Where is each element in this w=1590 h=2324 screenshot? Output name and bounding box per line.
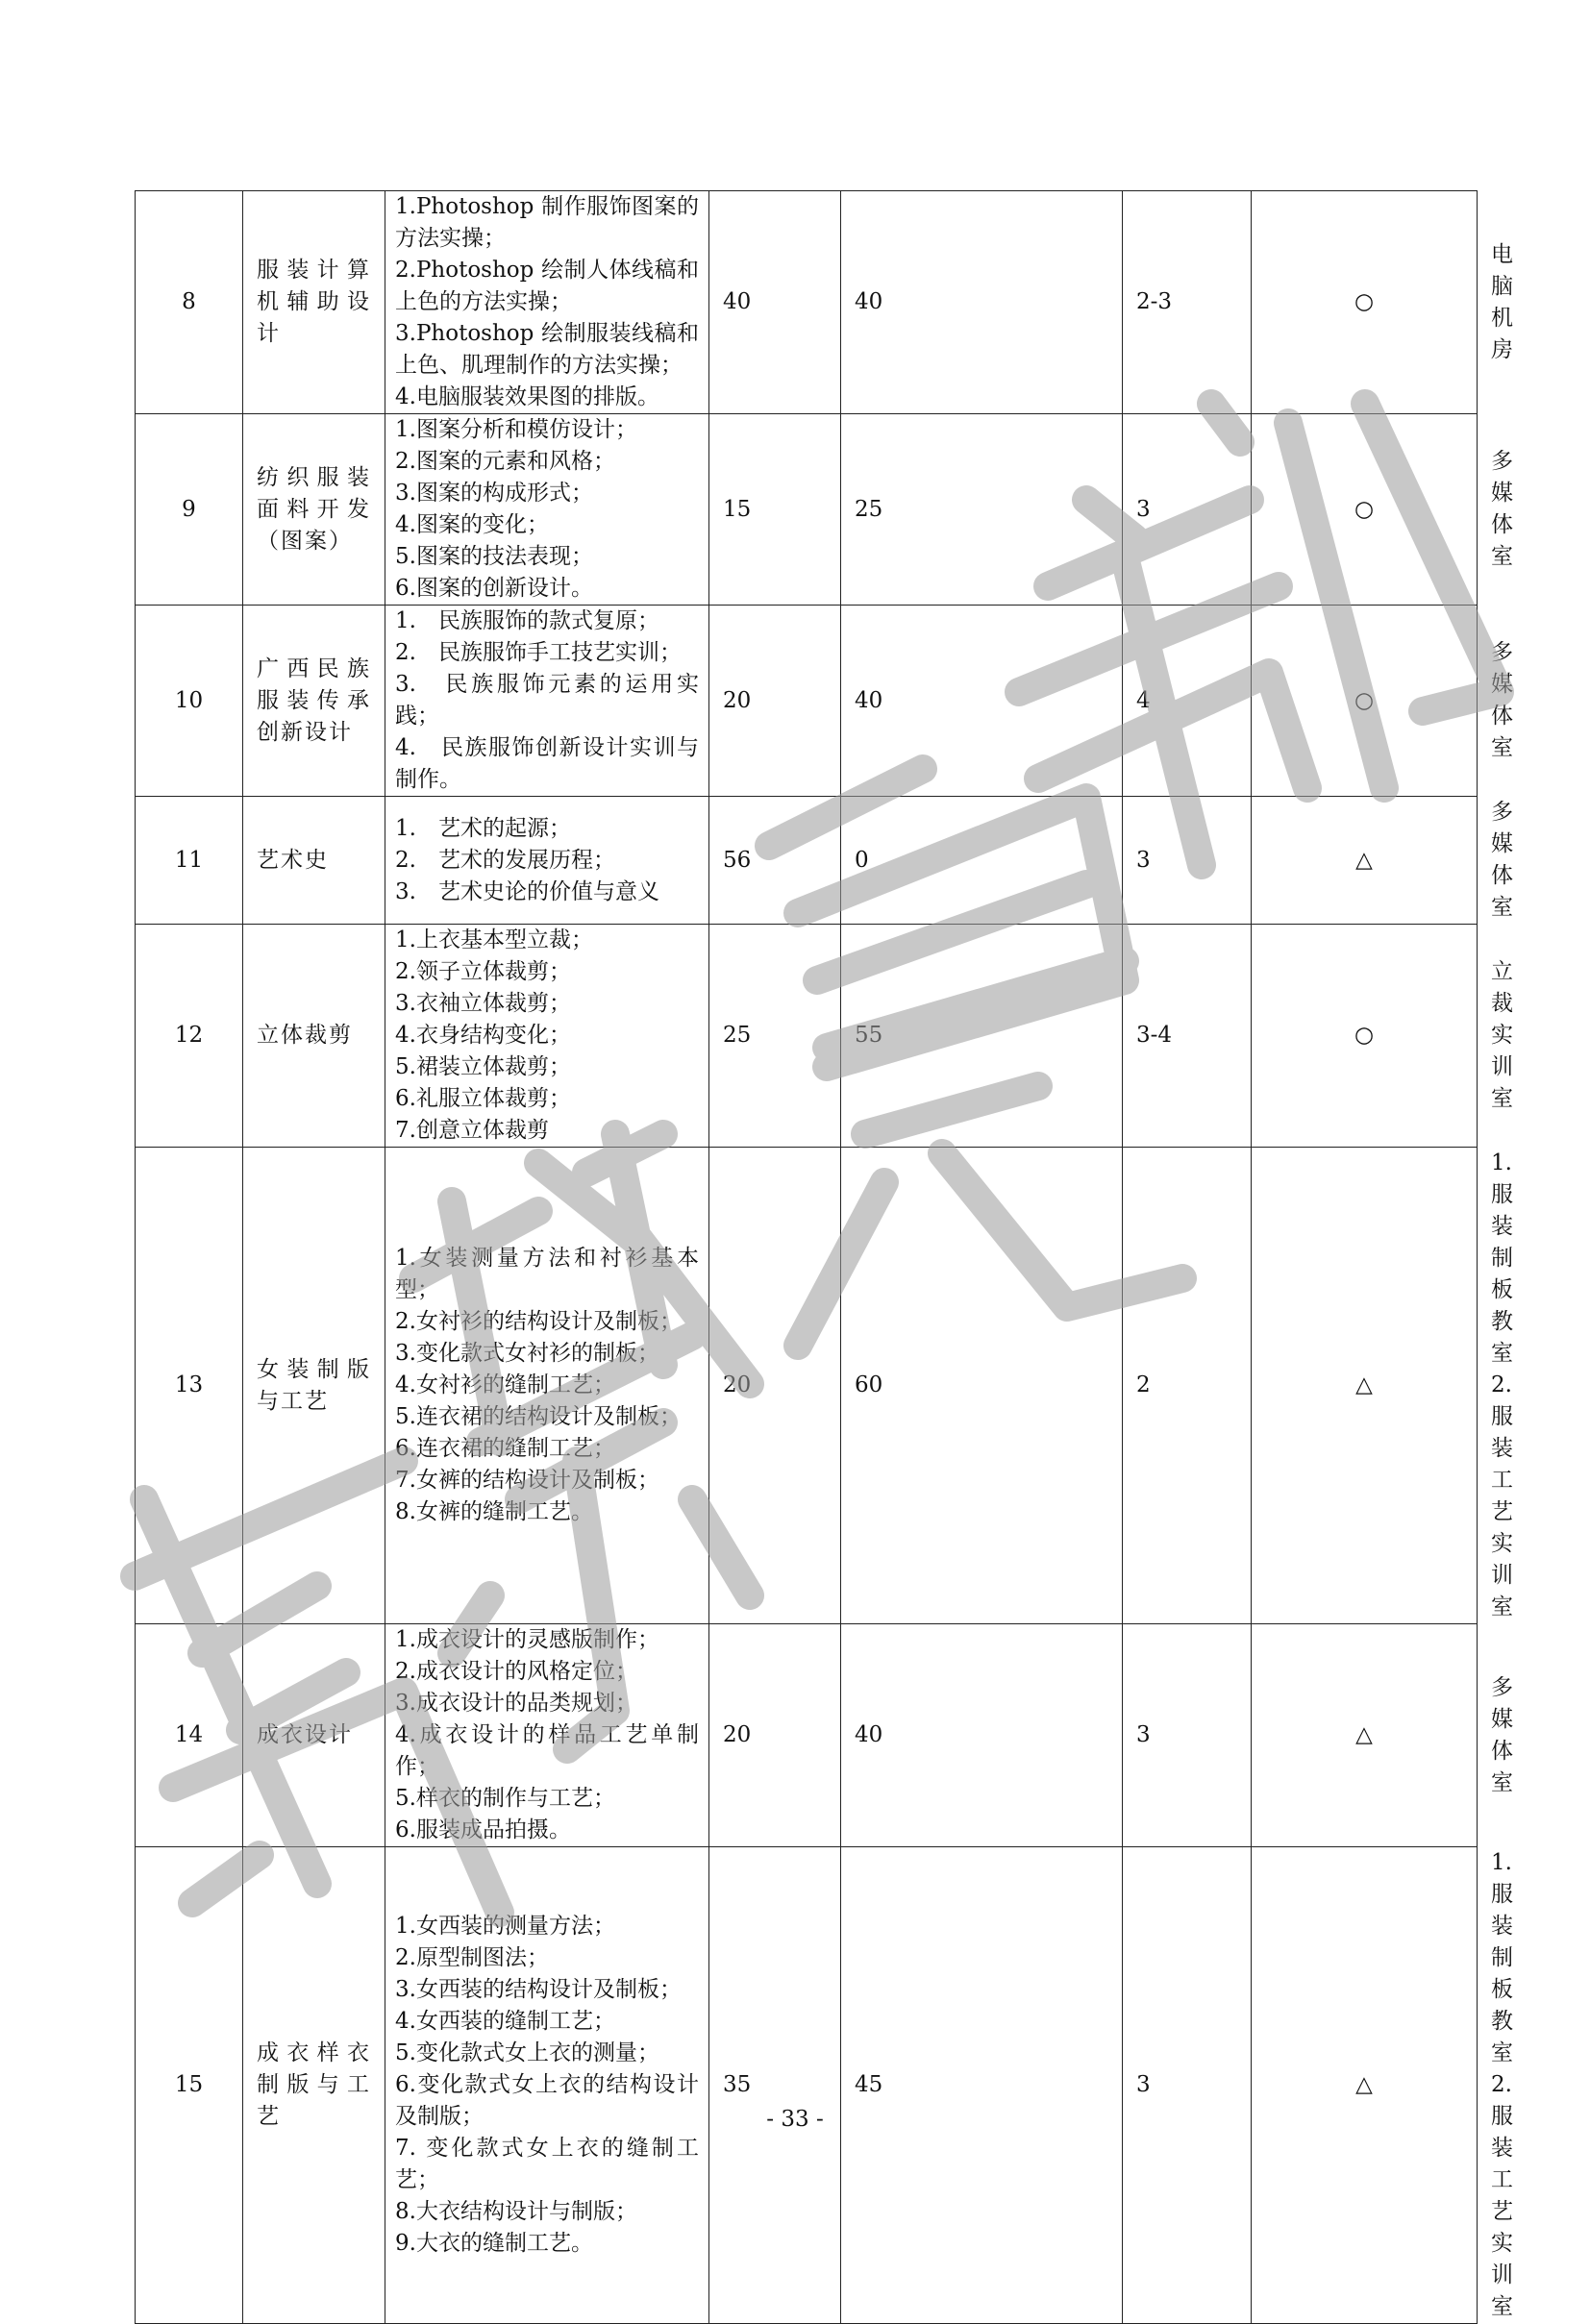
cell-course-name — [243, 1847, 385, 2324]
content-item: 8.女裤的缝制工艺。 — [395, 1499, 593, 1524]
semester: 3 — [1136, 2072, 1151, 2097]
content-item: 5.变化款式女上衣的测量； — [395, 2040, 659, 2065]
cell-course-type — [1252, 414, 1478, 606]
content-item: 2.Photoshop 绘制人体线稿和上色的方法实操； — [395, 258, 699, 314]
course-name: 女装制版与工艺 — [257, 1356, 371, 1414]
cell-course-content — [385, 797, 709, 925]
course-type-mark: △ — [1355, 1372, 1373, 1397]
practice-hours: 60 — [855, 1372, 883, 1397]
content-item: 3.成衣设计的品类规划； — [395, 1691, 637, 1716]
content-item: 3.Photoshop 绘制服装线稿和上色、肌理制作的方法实操； — [395, 321, 699, 378]
course-name: 艺术史 — [257, 847, 329, 873]
content-item: 5.图案的技法表现； — [395, 544, 593, 569]
practice-hours: 40 — [855, 687, 883, 713]
cell-theory-hours — [709, 1148, 841, 1624]
course-number: 14 — [174, 1722, 204, 1747]
content-item: 1.女西装的测量方法； — [395, 1914, 615, 1939]
practice-hours: 55 — [855, 1023, 883, 1048]
cell-practice-hours — [841, 1624, 1123, 1847]
table-row: 14 成衣设计 1.成衣设计的灵感版制作； 2.成衣设计的风格定位； 3.成衣设计的品类规划； 4.成衣设计的样品工艺单制作； 5.样衣的制作与工艺； 6.服装成品拍摄。 20 40 3 △ 多媒体室 — [136, 1624, 1478, 1847]
content-item: 5.裙装立体裁剪； — [395, 1054, 571, 1079]
theory-hours: 15 — [723, 496, 752, 522]
cell-practice-hours — [841, 606, 1123, 797]
cell-course-type — [1252, 606, 1478, 797]
theory-hours: 20 — [723, 687, 752, 713]
content-item: 2. 艺术的发展历程； — [395, 847, 615, 873]
content-item: 3.衣袖立体裁剪； — [395, 991, 571, 1016]
cell-number — [136, 797, 243, 925]
semester: 3-4 — [1136, 1023, 1173, 1048]
course-number: 8 — [182, 289, 196, 314]
cell-number — [136, 1847, 243, 2324]
cell-theory-hours — [709, 606, 841, 797]
cell-semester — [1123, 1847, 1252, 2324]
cell-course-content — [385, 414, 709, 606]
table-row: 11 艺术史 1. 艺术的起源； 2. 艺术的发展历程； 3. 艺术史论的价值与意义 56 0 3 △ 多媒体室 — [136, 797, 1478, 925]
content-item: 1.图案分析和模仿设计； — [395, 417, 637, 442]
semester: 3 — [1136, 847, 1151, 873]
cell-course-type — [1252, 925, 1478, 1148]
content-item: 1.Photoshop 制作服饰图案的方法实操； — [395, 194, 699, 251]
cell-number — [136, 191, 243, 414]
course-name: 成衣设计 — [257, 1722, 353, 1747]
content-item: 9.大衣的缝制工艺。 — [395, 2231, 593, 2256]
course-name: 服装计算机辅助设计 — [257, 258, 371, 346]
course-number: 9 — [182, 496, 196, 522]
cell-number — [136, 1148, 243, 1624]
cell-practice-hours — [841, 925, 1123, 1148]
course-type-mark: △ — [1355, 2072, 1373, 2097]
course-number: 12 — [174, 1023, 204, 1048]
cell-theory-hours — [709, 925, 841, 1148]
course-type-mark: △ — [1355, 1722, 1373, 1747]
cell-number — [136, 1624, 243, 1847]
content-item: 3. 艺术史论的价值与意义 — [395, 878, 659, 904]
cell-theory-hours — [709, 797, 841, 925]
content-item: 7.创意立体裁剪 — [395, 1118, 549, 1143]
cell-course-content — [385, 925, 709, 1148]
cell-course-name — [243, 1148, 385, 1624]
course-type-mark: ○ — [1354, 687, 1375, 713]
content-item: 4.电脑服装效果图的排版。 — [395, 384, 659, 409]
content-item: 4.图案的变化； — [395, 512, 549, 537]
cell-semester — [1123, 1148, 1252, 1624]
course-number: 10 — [174, 687, 204, 713]
content-item: 3.变化款式女衬衫的制板； — [395, 1341, 659, 1366]
content-item: 4. 民族服饰创新设计实训与制作。 — [395, 735, 699, 792]
table-row: 10 广西民族服装传承创新设计 1. 民族服饰的款式复原； 2. 民族服饰手工技艺实训； 3. 民族服饰元素的运用实践； 4. 民族服饰创新设计实训与制作。 20 40 4 ○ 多媒体室 — [136, 606, 1478, 797]
cell-theory-hours — [709, 414, 841, 606]
semester: 2-3 — [1136, 289, 1173, 314]
course-number: 15 — [174, 2072, 204, 2097]
content-item: 7. 变化款式女上衣的缝制工艺； — [395, 2136, 699, 2192]
content-item: 6.服装成品拍摄。 — [395, 1817, 571, 1842]
practice-hours: 45 — [855, 2072, 883, 2097]
content-item: 5.连衣裙的结构设计及制板； — [395, 1404, 682, 1429]
content-item: 2.女衬衫的结构设计及制板； — [395, 1309, 682, 1334]
content-item: 4.成衣设计的样品工艺单制作； — [395, 1722, 699, 1779]
cell-practice-hours — [841, 414, 1123, 606]
table-body — [136, 191, 1513, 2324]
theory-hours: 56 — [723, 847, 752, 873]
cell-course-content — [385, 1148, 709, 1624]
table-row: 8 服装计算机辅助设计 1.Photoshop 制作服饰图案的方法实操； 2.Photoshop 绘制人体线稿和上色的方法实操； 3.Photoshop 绘制服装线稿和上色、肌理制作的方法实操； 4.电脑服装效果图的排版。 40 40 2-3 ○ 电脑机房 — [136, 191, 1478, 414]
cell-practice-hours — [841, 1847, 1123, 2324]
cell-semester — [1123, 925, 1252, 1148]
content-item: 4.女衬衫的缝制工艺； — [395, 1372, 615, 1397]
cell-course-name — [243, 797, 385, 925]
table-row: 13 女装制版与工艺 1.女装测量方法和衬衫基本型； 2.女衬衫的结构设计及制板； 3.变化款式女衬衫的制板； 4.女衬衫的缝制工艺； 5.连衣裙的结构设计及制板； 6.连衣裙的缝制工艺； 7.女裤的结构设计及制板； 8.女裤的缝制工艺。 20 60 2 △ 1.服装制板教室 2.服装工艺实训室 — [136, 1148, 1478, 1624]
course-type-mark: ○ — [1354, 289, 1375, 314]
content-item: 6.图案的创新设计。 — [395, 576, 593, 601]
table-row: 15 成衣样衣制版与工艺 1.女西装的测量方法； 2.原型制图法； 3.女西装的结构设计及制板； 4.女西装的缝制工艺； 5.变化款式女上衣的测量； 6.变化款式女上衣的结构设计及制版； 7. 变化款式女上衣的缝制工艺； 8.大衣结构设计与制版； 9.大衣的缝制工艺。 35 45 3 △ 1.服装制板教室 2.服装工艺实训室 — [136, 1847, 1478, 2324]
practice-hours: 40 — [855, 289, 883, 314]
course-name: 广西民族服装传承创新设计 — [257, 655, 371, 745]
course-number: 11 — [174, 847, 204, 873]
content-item: 3.图案的构成形式； — [395, 481, 593, 506]
semester: 4 — [1136, 687, 1151, 713]
cell-number — [136, 606, 243, 797]
cell-course-content — [385, 191, 709, 414]
page-number: - 33 - — [766, 2107, 824, 2132]
theory-hours: 25 — [723, 1023, 752, 1048]
cell-course-type — [1252, 1148, 1478, 1624]
course-name: 立体裁剪 — [257, 1023, 353, 1048]
content-item: 1.成衣设计的灵感版制作； — [395, 1627, 659, 1652]
content-item: 2.原型制图法； — [395, 1945, 549, 1970]
content-item: 7.女裤的结构设计及制板； — [395, 1468, 659, 1493]
course-name: 纺织服装面料开发（图案） — [257, 464, 371, 554]
cell-course-name — [243, 606, 385, 797]
content-item: 1. 民族服饰的款式复原； — [395, 608, 659, 633]
content-item: 8.大衣结构设计与制版； — [395, 2199, 637, 2224]
cell-course-content — [385, 1847, 709, 2324]
cell-theory-hours — [709, 1847, 841, 2324]
cell-course-type — [1252, 1847, 1478, 2324]
content-item: 1. 艺术的起源； — [395, 815, 571, 841]
content-item: 2.成衣设计的风格定位； — [395, 1659, 637, 1684]
cell-theory-hours — [709, 1624, 841, 1847]
semester: 2 — [1136, 1372, 1151, 1397]
cell-practice-hours — [841, 1148, 1123, 1624]
cell-course-name — [243, 1624, 385, 1847]
content-item: 3. 民族服饰元素的运用实践； — [395, 672, 699, 729]
content-item: 2.图案的元素和风格； — [395, 449, 615, 474]
practice-hours: 40 — [855, 1722, 883, 1747]
cell-practice-hours — [841, 191, 1123, 414]
curriculum-table — [135, 190, 1513, 2324]
content-item: 1.女装测量方法和衬衫基本型； — [395, 1246, 699, 1302]
course-type-mark: ○ — [1354, 496, 1375, 522]
cell-semester — [1123, 797, 1252, 925]
content-item: 2.领子立体裁剪； — [395, 959, 571, 984]
cell-course-name — [243, 414, 385, 606]
content-item: 6.变化款式女上衣的结构设计及制版； — [395, 2072, 699, 2129]
content-item: 6.连衣裙的缝制工艺； — [395, 1436, 615, 1461]
course-type-mark: △ — [1355, 847, 1373, 873]
cell-semester — [1123, 606, 1252, 797]
course-name: 成衣样衣制版与工艺 — [257, 2040, 371, 2129]
cell-course-type — [1252, 191, 1478, 414]
course-type-mark: ○ — [1354, 1023, 1375, 1048]
theory-hours: 40 — [723, 289, 752, 314]
cell-theory-hours — [709, 191, 841, 414]
content-item: 5.样衣的制作与工艺； — [395, 1786, 615, 1811]
cell-number — [136, 414, 243, 606]
cell-course-type — [1252, 1624, 1478, 1847]
cell-course-content — [385, 606, 709, 797]
practice-hours: 25 — [855, 496, 883, 522]
cell-course-content — [385, 1624, 709, 1847]
content-item: 4.女西装的缝制工艺； — [395, 2009, 615, 2034]
cell-semester — [1123, 191, 1252, 414]
theory-hours: 35 — [723, 2072, 752, 2097]
table-row: 12 立体裁剪 1.上衣基本型立裁； 2.领子立体裁剪； 3.衣袖立体裁剪； 4.衣身结构变化； 5.裙装立体裁剪； 6.礼服立体裁剪； 7.创意立体裁剪 25 55 3-4 ○ 立裁实训室 — [136, 925, 1478, 1148]
cell-semester — [1123, 414, 1252, 606]
content-item: 4.衣身结构变化； — [395, 1023, 571, 1048]
cell-semester — [1123, 1624, 1252, 1847]
theory-hours: 20 — [723, 1372, 752, 1397]
cell-course-name — [243, 925, 385, 1148]
theory-hours: 20 — [723, 1722, 752, 1747]
table-row: 9 纺织服装面料开发（图案） 1.图案分析和模仿设计； 2.图案的元素和风格； 3.图案的构成形式； 4.图案的变化； 5.图案的技法表现； 6.图案的创新设计。 15 25 3 ○ 多媒体室 — [136, 414, 1478, 606]
semester: 3 — [1136, 1722, 1151, 1747]
content-item: 2. 民族服饰手工技艺实训； — [395, 640, 682, 665]
course-number: 13 — [174, 1372, 204, 1397]
cell-practice-hours — [841, 797, 1123, 925]
cell-number — [136, 925, 243, 1148]
cell-course-name — [243, 191, 385, 414]
content-item: 6.礼服立体裁剪； — [395, 1086, 571, 1111]
practice-hours: 0 — [855, 847, 869, 873]
cell-course-type — [1252, 797, 1478, 925]
content-item: 3.女西装的结构设计及制板； — [395, 1977, 682, 2002]
content-item: 1.上衣基本型立裁； — [395, 927, 593, 952]
semester: 3 — [1136, 496, 1151, 522]
